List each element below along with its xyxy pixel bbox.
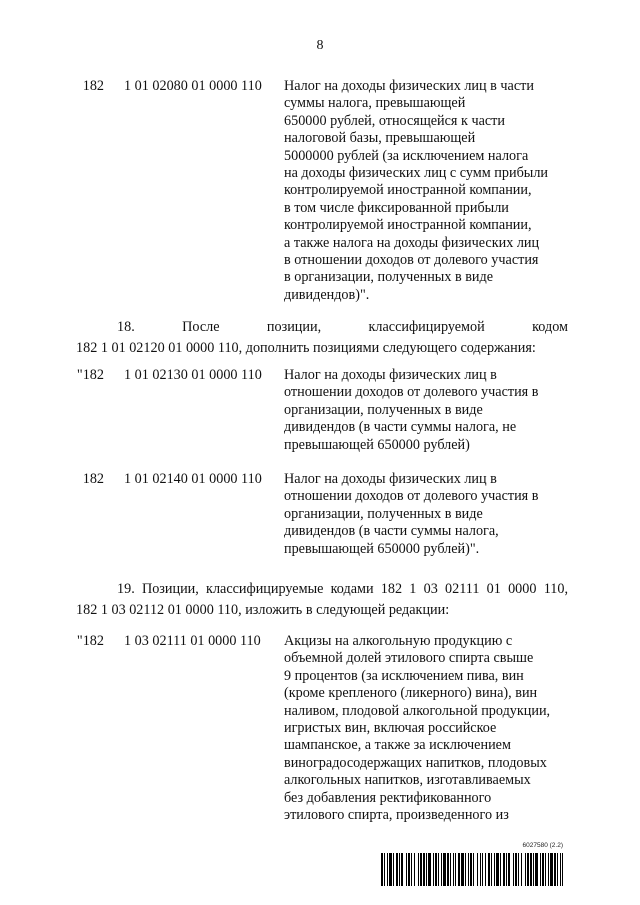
classification-code: 1 01 02130 01 0000 110 — [124, 367, 262, 383]
description-line: дивидендов (в части суммы налога, не — [284, 419, 517, 436]
description-line: в отношении доходов от долевого участия — [284, 252, 539, 269]
description-line: налоговой базы, превышающей — [284, 130, 476, 147]
description-line: наливом, плодовой алкогольной продукции, — [284, 702, 551, 719]
description-line: виноградосодержащих напитков, плодовых — [284, 754, 547, 771]
amendment-paragraph — [76, 579, 568, 621]
admin-code: 182 — [82, 471, 104, 487]
description-line: дивидендов (в части суммы налога, — [284, 523, 499, 540]
description-line: контролируемой иностранной компании, — [284, 182, 532, 199]
description-line: 9 процентов (за исключением пива, вин — [284, 667, 524, 684]
document-barcode — [381, 842, 563, 890]
description-line: без добавления ректификованного — [284, 789, 492, 806]
description-line: превышающей 650000 рублей)". — [284, 540, 480, 557]
classification-code: 1 01 02140 01 0000 110 — [124, 471, 262, 487]
description-line: Налог на доходы физических лиц в — [284, 367, 497, 383]
description-line: дивидендов)". — [284, 286, 370, 303]
paragraph-line: 19. Позиции, классифицируемые кодами 182 1 03 02111 01 0000 110, — [117, 581, 568, 597]
classification-code: 1 01 02080 01 0000 110 — [124, 78, 262, 94]
description-line: Налог на доходы физических лиц в — [284, 471, 497, 487]
paragraph-line: 18. После позиции, классифицируемой кодом — [117, 319, 568, 335]
description-line: а также налога на доходы физических лиц — [284, 234, 540, 251]
description-line: организации, полученных в виде — [284, 505, 483, 522]
description-line: объемной долей этилового спирта свыше — [284, 650, 534, 667]
classification-code: 1 03 02111 01 0000 110 — [124, 633, 261, 649]
admin-code: "182 — [76, 633, 104, 649]
description-line: 5000000 рублей (за исключением налога — [284, 147, 529, 164]
amendment-paragraph — [76, 317, 568, 359]
paragraph-line: 182 1 03 02112 01 0000 110, изложить в следующей редакции: — [76, 602, 450, 618]
barcode-icon — [381, 853, 563, 886]
description-line: отношении доходов от долевого участия в — [284, 488, 539, 505]
admin-code: "182 — [76, 367, 104, 383]
description-line: в том числе фиксированной прибыли — [284, 199, 509, 216]
description-line: Акцизы на алкогольную продукцию с — [284, 633, 513, 649]
description-line: контролируемой иностранной компании, — [284, 217, 532, 234]
description-line: шампанское, а также за исключением — [284, 737, 511, 754]
paragraph-line: 182 1 01 02120 01 0000 110, дополнить позициями следующего содержания: — [76, 340, 536, 356]
description-line: алкогольных напитков, изготавливаемых — [284, 772, 531, 789]
description-line: Налог на доходы физических лиц в части — [284, 78, 534, 94]
description-line: суммы налога, превышающей — [284, 95, 466, 112]
description-line: превышающей 650000 рублей) — [284, 436, 470, 453]
description-line: на доходы физических лиц с сумм прибыли — [284, 165, 548, 182]
description-line: этилового спирта, произведенного из — [284, 807, 509, 824]
description-line: игристых вин, включая российское — [284, 720, 497, 737]
description-line: (кроме крепленого (ликерного) вина), вин — [284, 685, 538, 702]
description-line: организации, полученных в виде — [284, 401, 483, 418]
entry-description — [284, 78, 584, 304]
entry-description — [284, 633, 584, 824]
admin-code: 182 — [82, 78, 104, 94]
page-number: 8 — [316, 38, 324, 53]
barcode-caption: 6027580 (2.2) — [522, 842, 563, 849]
description-line: в организации, полученных в виде — [284, 269, 494, 286]
entry-description — [284, 471, 584, 558]
description-line: 650000 рублей, относящейся к части — [284, 112, 505, 129]
entry-description — [284, 367, 584, 454]
description-line: отношении доходов от долевого участия в — [284, 384, 539, 401]
